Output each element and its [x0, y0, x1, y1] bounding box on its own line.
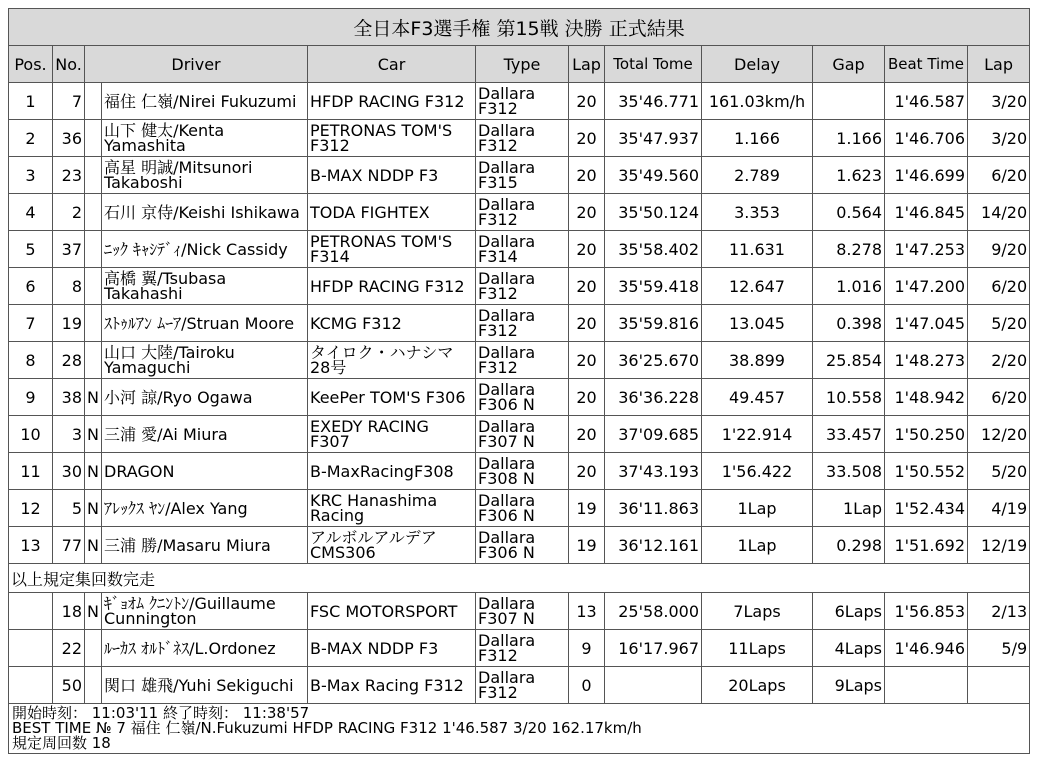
table-row: [9, 83, 1030, 120]
cell-car-number: 3: [53, 416, 85, 453]
cell-best-time: 1'47.045: [885, 305, 968, 342]
cell-delay: 1'56.422: [702, 453, 813, 490]
col-header-type: Type: [476, 46, 569, 83]
cell-delay: 12.647: [702, 268, 813, 305]
cell-gap: 9Laps: [813, 667, 885, 704]
cell-laps: 0: [569, 667, 605, 704]
cell-class-flag: N: [85, 453, 102, 490]
cell-type: Dallara F312: [476, 120, 569, 157]
cell-type: Dallara F308 N: [476, 453, 569, 490]
cell-best-lap: [968, 667, 1030, 704]
cell-car: KCMG F312: [308, 305, 476, 342]
cell-driver: 高星 明誠/Mitsunori Takaboshi: [102, 157, 308, 194]
page-title: 全日本F3選手権 第15戦 決勝 正式結果: [9, 9, 1030, 46]
cell-car-number: 50: [53, 667, 85, 704]
cell-delay: 1.166: [702, 120, 813, 157]
cell-driver: 三浦 勝/Masaru Miura: [102, 527, 308, 564]
cell-car: タイロク・ハナシマ 28号: [308, 342, 476, 379]
best-time: BEST TIME № 7 福住 仁嶺/N.Fukuzumi HFDP RACING F312 1'46.587 3/20 162.17km/h: [12, 719, 642, 737]
cell-delay: 49.457: [702, 379, 813, 416]
cell-car-number: 38: [53, 379, 85, 416]
cell-laps: 19: [569, 527, 605, 564]
cell-driver: 三浦 愛/Ai Miura: [102, 416, 308, 453]
unclassified-results: [9, 593, 1030, 704]
cell-gap: 1.016: [813, 268, 885, 305]
cell-type: Dallara F315: [476, 157, 569, 194]
cell-delay: 1Lap: [702, 490, 813, 527]
cell-best-lap: 6/20: [968, 379, 1030, 416]
cell-pos: [9, 630, 53, 667]
cell-class-flag: N: [85, 416, 102, 453]
table-row: [9, 120, 1030, 157]
cell-total-time: 16'17.967: [605, 630, 702, 667]
cell-car-number: 77: [53, 527, 85, 564]
cell-driver: 関口 雄飛/Yuhi Sekiguchi: [102, 667, 308, 704]
cell-best-lap: 4/19: [968, 490, 1030, 527]
cell-driver: 山下 健太/Kenta Yamashita: [102, 120, 308, 157]
cell-best-lap: 5/20: [968, 453, 1030, 490]
cell-total-time: 35'46.771: [605, 83, 702, 120]
cell-car-number: 22: [53, 630, 85, 667]
cell-laps: 9: [569, 630, 605, 667]
cell-car: B-Max Racing F312: [308, 667, 476, 704]
cell-car-number: 36: [53, 120, 85, 157]
cell-laps: 20: [569, 416, 605, 453]
cell-car-number: 18: [53, 593, 85, 630]
cell-type: Dallara F307 N: [476, 593, 569, 630]
cell-class-flag: [85, 83, 102, 120]
cell-car-number: 2: [53, 194, 85, 231]
cell-car: HFDP RACING F312: [308, 83, 476, 120]
col-header-gap: Gap: [813, 46, 885, 83]
cell-pos: 3: [9, 157, 53, 194]
cell-best-time: 1'47.253: [885, 231, 968, 268]
cell-car: TODA FIGHTEX: [308, 194, 476, 231]
cell-gap: 6Laps: [813, 593, 885, 630]
cell-best-lap: 3/20: [968, 120, 1030, 157]
cell-total-time: 37'09.685: [605, 416, 702, 453]
cell-driver: 小河 諒/Ryo Ogawa: [102, 379, 308, 416]
cell-type: Dallara F312: [476, 83, 569, 120]
cell-type: Dallara F312: [476, 630, 569, 667]
cell-class-flag: [85, 157, 102, 194]
cell-driver: ﾙｰｶｽ ｵﾙﾄﾞﾈｽ/L.Ordonez: [102, 630, 308, 667]
cell-best-lap: 14/20: [968, 194, 1030, 231]
cell-car-number: 7: [53, 83, 85, 120]
table-row: [9, 490, 1030, 527]
cell-driver: ｽﾄｩﾙｱﾝ ﾑｰｱ/Struan Moore: [102, 305, 308, 342]
cell-best-time: 1'52.434: [885, 490, 968, 527]
required-laps: 規定周回数 18: [12, 734, 111, 752]
cell-best-lap: 5/20: [968, 305, 1030, 342]
cell-best-lap: 3/20: [968, 83, 1030, 120]
cell-delay: 2.789: [702, 157, 813, 194]
cell-type: Dallara F314: [476, 231, 569, 268]
cell-gap: [813, 83, 885, 120]
cell-total-time: 36'36.228: [605, 379, 702, 416]
col-header-beat-time: Beat Time: [885, 46, 968, 83]
col-header-best-lap: Lap: [968, 46, 1030, 83]
cell-delay: 3.353: [702, 194, 813, 231]
cell-total-time: 35'59.418: [605, 268, 702, 305]
cell-gap: 0.398: [813, 305, 885, 342]
table-row: [9, 593, 1030, 630]
cell-laps: 19: [569, 490, 605, 527]
cell-best-time: 1'47.200: [885, 268, 968, 305]
race-times: 開始時刻： 11:03'11 終了時刻： 11:38'57: [12, 704, 310, 722]
cell-class-flag: [85, 305, 102, 342]
cell-class-flag: N: [85, 490, 102, 527]
cell-total-time: 35'47.937: [605, 120, 702, 157]
cell-best-time: 1'46.845: [885, 194, 968, 231]
cell-delay: 38.899: [702, 342, 813, 379]
table-row: [9, 379, 1030, 416]
cell-car-number: 23: [53, 157, 85, 194]
cell-pos: [9, 593, 53, 630]
cell-class-flag: [85, 630, 102, 667]
cell-car: B-MAX NDDP F3: [308, 630, 476, 667]
cell-type: Dallara F312: [476, 342, 569, 379]
cell-laps: 20: [569, 268, 605, 305]
cell-car: FSC MOTORSPORT: [308, 593, 476, 630]
cell-pos: 13: [9, 527, 53, 564]
table-row: [9, 194, 1030, 231]
cell-class-flag: [85, 268, 102, 305]
cell-best-lap: 12/19: [968, 527, 1030, 564]
cell-laps: 20: [569, 305, 605, 342]
cell-driver: DRAGON: [102, 453, 308, 490]
cell-car-number: 19: [53, 305, 85, 342]
cell-best-time: 1'46.699: [885, 157, 968, 194]
cell-best-lap: 2/20: [968, 342, 1030, 379]
table-row: [9, 268, 1030, 305]
cell-car: アルボルアルデア CMS306: [308, 527, 476, 564]
cell-total-time: 35'58.402: [605, 231, 702, 268]
cell-delay: 1'22.914: [702, 416, 813, 453]
cell-car-number: 8: [53, 268, 85, 305]
cell-delay: 1Lap: [702, 527, 813, 564]
cell-best-time: 1'50.552: [885, 453, 968, 490]
cell-best-time: 1'46.706: [885, 120, 968, 157]
cell-car: PETRONAS TOM'S F314: [308, 231, 476, 268]
table-row: [9, 416, 1030, 453]
cell-car: KRC Hanashima Racing: [308, 490, 476, 527]
cell-total-time: 25'58.000: [605, 593, 702, 630]
cell-driver: ｷﾞｮｵﾑ ｸﾆﾝﾄﾝ/Guillaume Cunnington: [102, 593, 308, 630]
cell-car-number: 37: [53, 231, 85, 268]
cell-type: Dallara F312: [476, 305, 569, 342]
cell-type: Dallara F312: [476, 268, 569, 305]
cell-type: Dallara F306 N: [476, 527, 569, 564]
cell-laps: 20: [569, 120, 605, 157]
cell-best-time: 1'56.853: [885, 593, 968, 630]
cell-car: EXEDY RACING F307: [308, 416, 476, 453]
cell-best-time: 1'51.692: [885, 527, 968, 564]
col-header-delay: Delay: [702, 46, 813, 83]
col-header-lap: Lap: [569, 46, 605, 83]
cell-type: Dallara F306 N: [476, 490, 569, 527]
cell-type: Dallara F307 N: [476, 416, 569, 453]
cell-gap: 33.457: [813, 416, 885, 453]
cell-gap: 10.558: [813, 379, 885, 416]
col-header-no: No.: [53, 46, 85, 83]
cell-laps: 13: [569, 593, 605, 630]
cell-car: B-MAX NDDP F3: [308, 157, 476, 194]
table-row: [9, 157, 1030, 194]
cell-laps: 20: [569, 453, 605, 490]
cell-gap: 4Laps: [813, 630, 885, 667]
cell-delay: 13.045: [702, 305, 813, 342]
table-row: [9, 305, 1030, 342]
cell-car: KeePer TOM'S F306: [308, 379, 476, 416]
cell-total-time: 36'25.670: [605, 342, 702, 379]
cell-pos: [9, 667, 53, 704]
cell-total-time: 35'50.124: [605, 194, 702, 231]
cell-pos: 12: [9, 490, 53, 527]
cell-delay: 7Laps: [702, 593, 813, 630]
cell-laps: 20: [569, 342, 605, 379]
cell-best-time: 1'48.942: [885, 379, 968, 416]
cell-best-lap: 6/20: [968, 268, 1030, 305]
table-row: [9, 630, 1030, 667]
cell-car-number: 5: [53, 490, 85, 527]
cell-pos: 4: [9, 194, 53, 231]
cell-laps: 20: [569, 157, 605, 194]
table-row: [9, 231, 1030, 268]
cell-class-flag: [85, 194, 102, 231]
cell-pos: 5: [9, 231, 53, 268]
cell-class-flag: [85, 231, 102, 268]
table-row: [9, 527, 1030, 564]
col-header-total-time: Total Tome: [605, 46, 702, 83]
cell-gap: 8.278: [813, 231, 885, 268]
cell-gap: 1.623: [813, 157, 885, 194]
cell-car: PETRONAS TOM'S F312: [308, 120, 476, 157]
cell-pos: 7: [9, 305, 53, 342]
cell-best-time: 1'48.273: [885, 342, 968, 379]
cell-class-flag: [85, 342, 102, 379]
cell-gap: 33.508: [813, 453, 885, 490]
cell-car-number: 30: [53, 453, 85, 490]
cell-gap: 1.166: [813, 120, 885, 157]
col-header-driver: Driver: [85, 46, 308, 83]
cell-pos: 2: [9, 120, 53, 157]
cell-total-time: 35'59.816: [605, 305, 702, 342]
cell-best-lap: 12/20: [968, 416, 1030, 453]
cell-best-time: [885, 667, 968, 704]
cell-best-lap: 5/9: [968, 630, 1030, 667]
cell-delay: 161.03km/h: [702, 83, 813, 120]
cell-pos: 8: [9, 342, 53, 379]
cell-gap: 1Lap: [813, 490, 885, 527]
cell-class-flag: [85, 667, 102, 704]
cell-gap: 0.298: [813, 527, 885, 564]
cell-type: Dallara F306 N: [476, 379, 569, 416]
cell-best-lap: 9/20: [968, 231, 1030, 268]
cell-gap: 0.564: [813, 194, 885, 231]
table-row: [9, 342, 1030, 379]
results-table: [8, 8, 1030, 754]
cell-pos: 11: [9, 453, 53, 490]
cell-best-time: 1'46.946: [885, 630, 968, 667]
cell-driver: 高橋 翼/Tsubasa Takahashi: [102, 268, 308, 305]
cell-best-lap: 6/20: [968, 157, 1030, 194]
col-header-car: Car: [308, 46, 476, 83]
classified-note: 以上規定集回数完走: [9, 564, 1030, 593]
cell-pos: 10: [9, 416, 53, 453]
cell-driver: 石川 京侍/Keishi Ishikawa: [102, 194, 308, 231]
cell-delay: 20Laps: [702, 667, 813, 704]
cell-pos: 1: [9, 83, 53, 120]
cell-total-time: [605, 667, 702, 704]
cell-driver: 福住 仁嶺/Nirei Fukuzumi: [102, 83, 308, 120]
cell-class-flag: N: [85, 379, 102, 416]
cell-driver: ｱﾚｯｸｽ ﾔﾝ/Alex Yang: [102, 490, 308, 527]
cell-type: Dallara F312: [476, 194, 569, 231]
cell-delay: 11.631: [702, 231, 813, 268]
cell-car: HFDP RACING F312: [308, 268, 476, 305]
cell-gap: 25.854: [813, 342, 885, 379]
cell-class-flag: [85, 120, 102, 157]
cell-best-time: 1'50.250: [885, 416, 968, 453]
cell-laps: 20: [569, 194, 605, 231]
cell-car-number: 28: [53, 342, 85, 379]
cell-driver: ﾆｯｸ ｷｬｼﾃﾞｨ/Nick Cassidy: [102, 231, 308, 268]
classified-results: [9, 83, 1030, 564]
cell-laps: 20: [569, 379, 605, 416]
cell-class-flag: N: [85, 527, 102, 564]
cell-laps: 20: [569, 83, 605, 120]
cell-laps: 20: [569, 231, 605, 268]
cell-delay: 11Laps: [702, 630, 813, 667]
race-footer: [9, 704, 1030, 754]
cell-best-time: 1'46.587: [885, 83, 968, 120]
cell-total-time: 36'12.161: [605, 527, 702, 564]
col-header-pos: Pos.: [9, 46, 53, 83]
cell-pos: 6: [9, 268, 53, 305]
cell-car: B-MaxRacingF308: [308, 453, 476, 490]
cell-driver: 山口 大陸/Tairoku Yamaguchi: [102, 342, 308, 379]
cell-best-lap: 2/13: [968, 593, 1030, 630]
cell-class-flag: N: [85, 593, 102, 630]
cell-total-time: 36'11.863: [605, 490, 702, 527]
cell-type: Dallara F312: [476, 667, 569, 704]
cell-total-time: 37'43.193: [605, 453, 702, 490]
table-row: [9, 667, 1030, 704]
table-row: [9, 453, 1030, 490]
cell-pos: 9: [9, 379, 53, 416]
results-sheet: [8, 8, 1029, 754]
cell-total-time: 35'49.560: [605, 157, 702, 194]
